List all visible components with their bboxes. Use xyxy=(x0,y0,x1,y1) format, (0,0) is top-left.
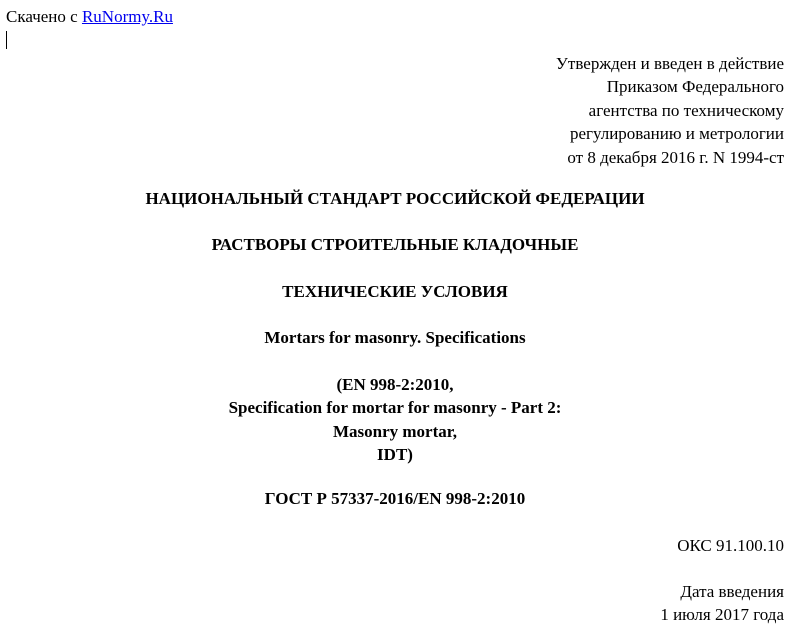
approval-block xyxy=(556,52,784,169)
approval-line: агентства по техническому xyxy=(588,100,784,120)
text-cursor xyxy=(6,31,7,49)
document-title: РАСТВОРЫ СТРОИТЕЛЬНЫЕ КЛАДОЧНЫЕ xyxy=(211,235,579,254)
introduction-block xyxy=(660,580,784,627)
approval-line: Приказом Федерального xyxy=(606,77,784,97)
source-link[interactable]: RuNormy.Ru xyxy=(81,7,173,26)
en-reference-line: Specification for mortar for masonry - Part 2: xyxy=(228,398,562,418)
en-reference-line: IDT) xyxy=(377,445,413,465)
en-reference-block xyxy=(0,373,790,467)
english-title: Mortars for masonry. Specifications xyxy=(264,328,526,347)
approval-line: Утвержден и введен в действие xyxy=(555,54,784,73)
source-prefix: Скачено с xyxy=(6,7,82,26)
standard-title: НАЦИОНАЛЬНЫЙ СТАНДАРТ РОССИЙСКОЙ ФЕДЕРАЦИИ xyxy=(145,189,645,208)
en-reference-line: (EN 998-2:2010, xyxy=(336,375,454,394)
document-subtitle: ТЕХНИЧЕСКИЕ УСЛОВИЯ xyxy=(282,282,508,301)
approval-line: регулированию и метрологии xyxy=(569,124,784,144)
introduction-label: Дата введения xyxy=(680,582,784,601)
oks-code: ОКС 91.100.10 xyxy=(677,536,784,555)
gost-code: ГОСТ Р 57337-2016/EN 998-2:2010 xyxy=(264,489,526,508)
source-line xyxy=(6,7,173,27)
introduction-date: 1 июля 2017 года xyxy=(660,605,784,625)
approval-line: от 8 декабря 2016 г. N 1994-ст xyxy=(567,147,784,167)
en-reference-line: Masonry mortar, xyxy=(332,421,457,441)
